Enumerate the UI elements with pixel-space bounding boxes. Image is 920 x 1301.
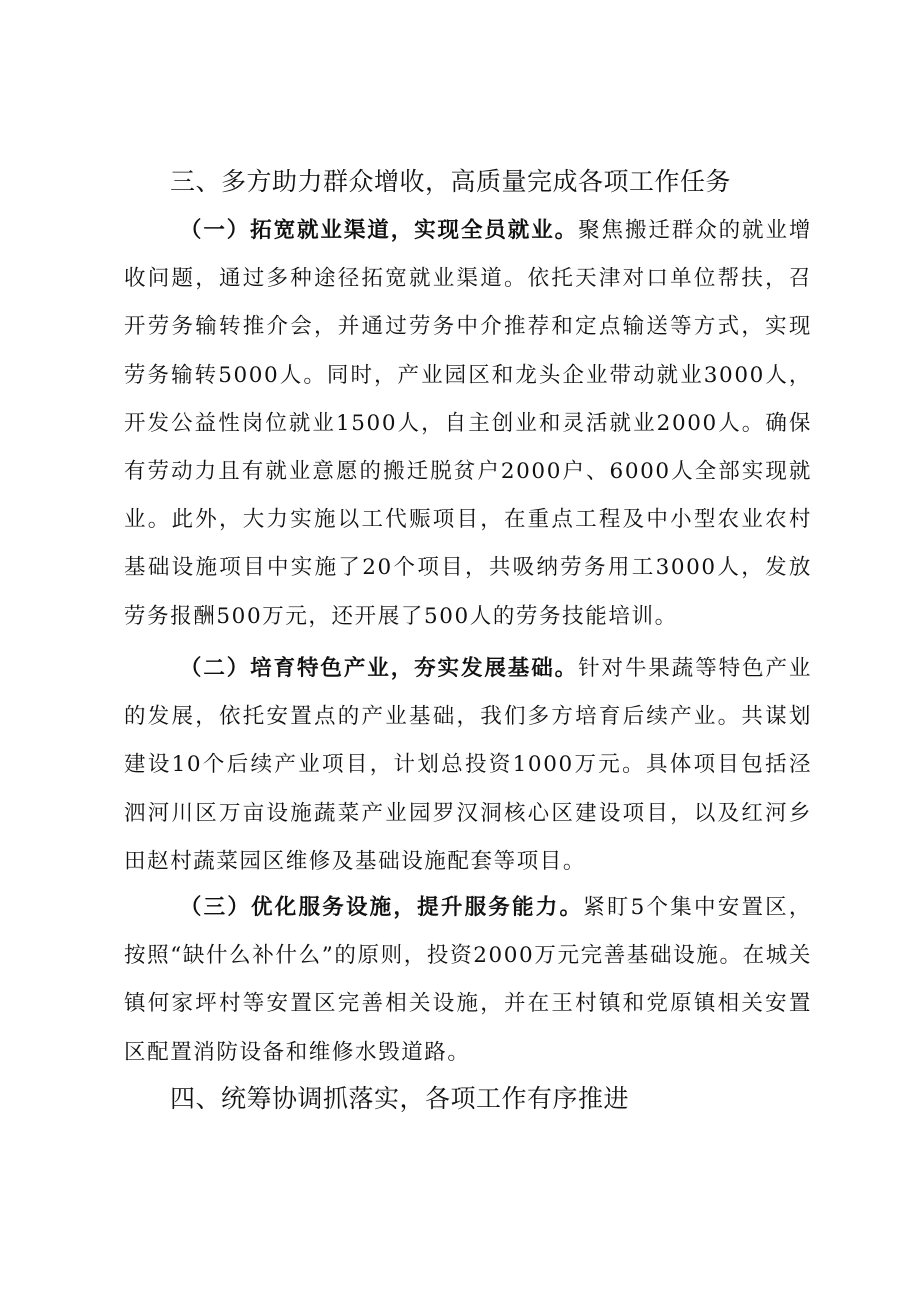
section-heading-4: 四、统筹协调抓落实，各项工作有序推进 [170, 1084, 630, 1113]
paragraph-body-facilities: 紧盯5个集中安置区，按照“缺什么补什么”的原则，投资2000万元完善基础设施。在城关镇何家坪村等安置区完善相关设施，并在王村镇和党原镇相关安置区配置消防设备和维修水毁道路。 [124, 895, 812, 1065]
paragraph-lead-employment: （一）拓宽就业渠道，实现全员就业。 [179, 218, 579, 243]
paragraph-lead-facilities: （三）优化服务设施，提升服务能力。 [179, 895, 584, 920]
paragraph-industry [124, 645, 812, 886]
section-heading-3: 三、多方助力群众增收，高质量完成各项工作任务 [170, 167, 732, 196]
paragraph-body-industry: 针对牛果蔬等特色产业的发展，依托安置点的产业基础，我们多方培育后续产业。共谋划建设10个后续产业项目，计划总投资1000万元。具体项目包括泾泗河川区万亩设施蔬菜产业园罗汉洞核心区建设项目，以及红河乡田赵村蔬菜园区维修及基础设施配套等项目。 [124, 656, 812, 874]
paragraph-body-employment: 聚焦搬迁群众的就业增收问题，通过多种途径拓宽就业渠道。依托天津对口单位帮扶，召开劳务输转推介会，并通过劳务中介推荐和定点输送等方式，实现劳务输转5000人。同时，产业园区和龙头企业带动就业3000人，开发公益性岗位就业1500人，自主创业和灵活就业2000人。确保有劳动力且有就业意愿的搬迁脱贫户2000户、6000人全部实现就业。此外，大力实施以工代赈项目，在重点工程及中小型农业农村基础设施项目中实施了20个项目，共吸纳劳务用工3000人，发放劳务报酬500万元，还开展了500人的劳务技能培训。 [124, 218, 812, 629]
paragraph-lead-industry: （二）培育特色产业，夯实发展基础。 [179, 656, 579, 681]
paragraph-employment [124, 207, 812, 641]
paragraph-facilities [124, 884, 812, 1077]
